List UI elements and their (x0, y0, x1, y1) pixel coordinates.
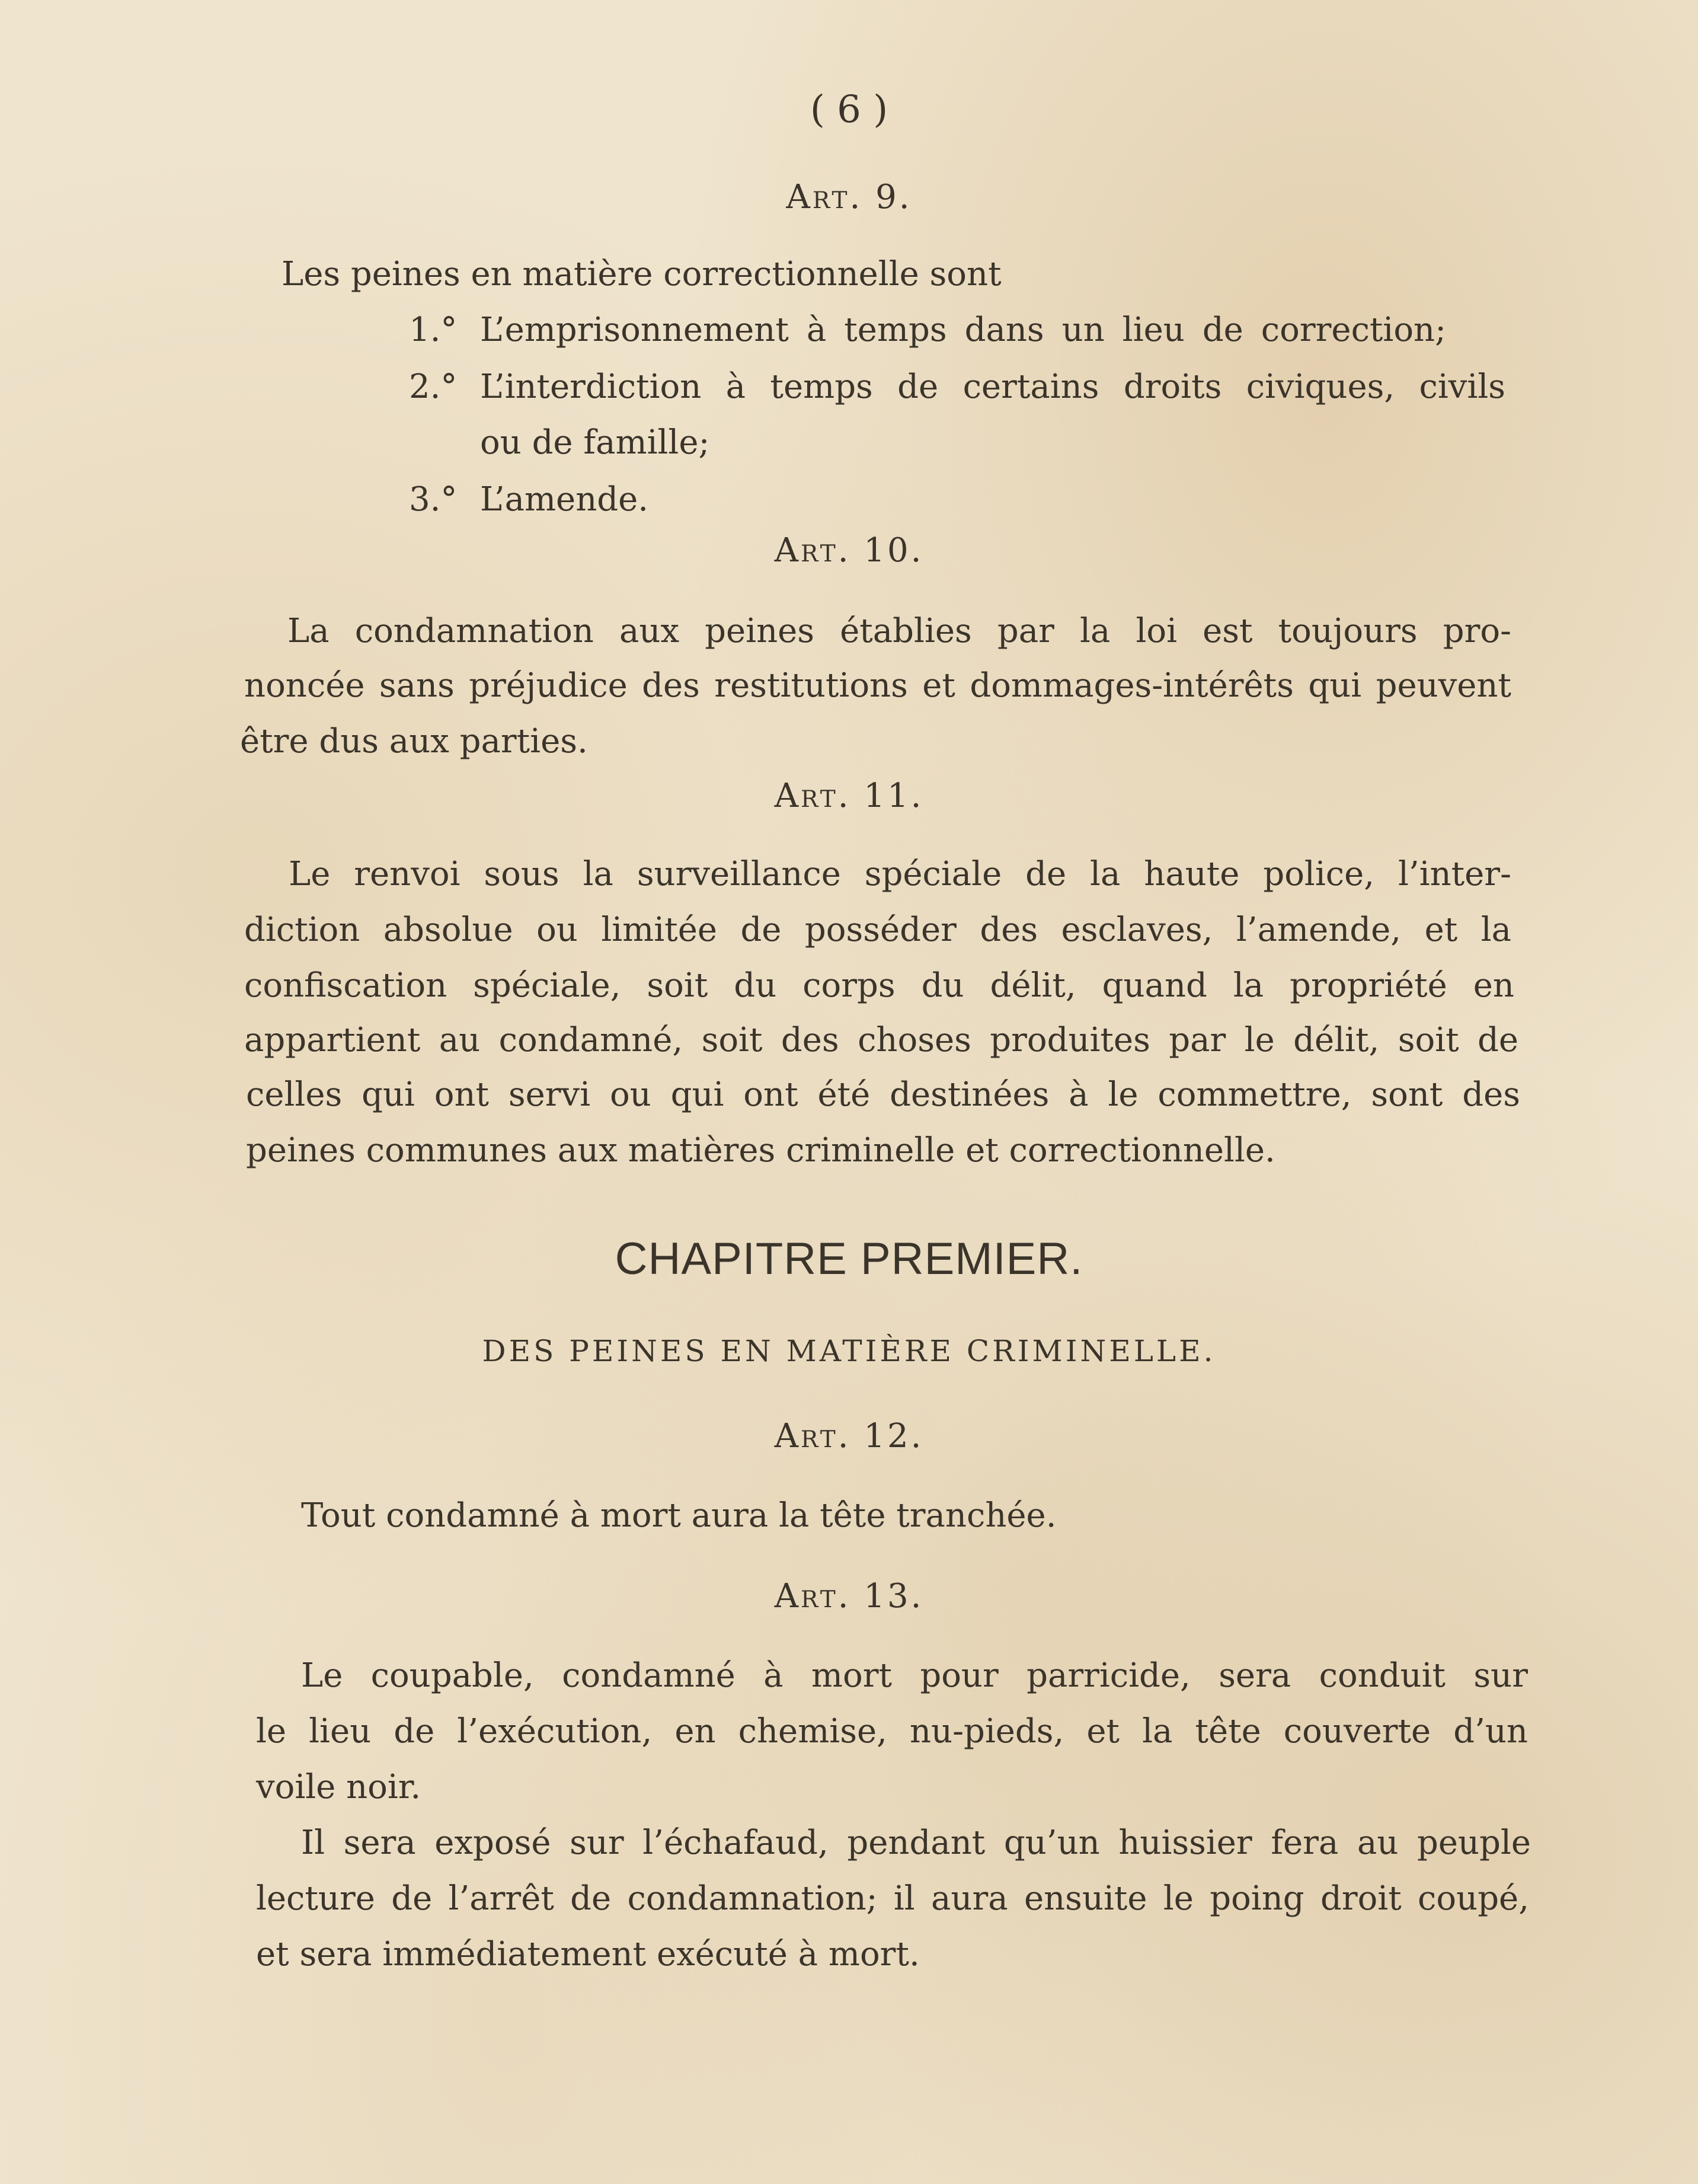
art-9-item-2-line-2: ou de famille; (480, 423, 710, 462)
art-13-line: Il sera exposé sur l’échafaud, pendant qu’un huissier fera au peuple (301, 1824, 1531, 1862)
art-13-line: voile noir. (256, 1768, 421, 1806)
art-10-heading: Art. 10. (774, 531, 924, 570)
art-10-line: noncée sans préjudice des restitutions et dommages-intérêts qui peuvent (244, 666, 1511, 705)
art-9-item-3-num: 3.° (409, 480, 458, 519)
art-12-heading: Art. 12. (774, 1417, 924, 1455)
art-9-intro: Les peines en matière correctionnelle sont (282, 255, 1002, 293)
art-10-line: La condamnation aux peines établies par la loi est toujours pro- (287, 612, 1511, 650)
art-11-heading: Art. 11. (774, 777, 924, 815)
art-13-line: Le coupable, condamné à mort pour parricide, sera conduit sur (301, 1656, 1528, 1695)
art-13-heading: Art. 13. (774, 1577, 924, 1615)
art-11-line: appartient au condamné, soit des choses produites par le délit, soit de (244, 1021, 1518, 1059)
art-11-line: confiscation spéciale, soit du corps du délit, quand la propriété en (244, 966, 1514, 1005)
art-9-item-2-line-1: L’interdiction à temps de certains droits civiques, civils (480, 368, 1505, 406)
art-9-item-1: L’emprisonnement à temps dans un lieu de correction; (480, 311, 1446, 349)
art-13-line: lecture de l’arrêt de condamnation; il aura ensuite le poing droit coupé, (256, 1879, 1529, 1918)
art-10-line: être dus aux parties. (240, 722, 588, 761)
art-11-line: peines communes aux matières criminelle et correctionnelle. (246, 1131, 1275, 1170)
art-11-line: Le renvoi sous la surveillance spéciale de la haute police, l’inter- (289, 855, 1511, 893)
chapter-title: CHAPITRE PREMIER. (615, 1234, 1083, 1284)
page-number: ( 6 ) (810, 88, 888, 132)
art-13-line: le lieu de l’exécution, en chemise, nu-pieds, et la tête couverte d’un (256, 1712, 1528, 1751)
art-11-line: celles qui ont servi ou qui ont été destinées à le commettre, sont des (246, 1075, 1520, 1114)
art-13-line: et sera immédiatement exécuté à mort. (256, 1935, 920, 1974)
art-11-line: diction absolue ou limitée de posséder des esclaves, l’amende, et la (244, 911, 1511, 949)
art-12-line: Tout condamné à mort aura la tête tranchée. (301, 1496, 1057, 1535)
chapter-subtitle: DES PEINES EN MATIÈRE CRIMINELLE. (482, 1334, 1216, 1368)
art-9-item-2-num: 2.° (409, 368, 458, 406)
art-9-item-1-num: 1.° (409, 311, 458, 349)
art-9-item-3: L’amende. (480, 480, 649, 519)
art-9-heading: Art. 9. (786, 178, 912, 216)
